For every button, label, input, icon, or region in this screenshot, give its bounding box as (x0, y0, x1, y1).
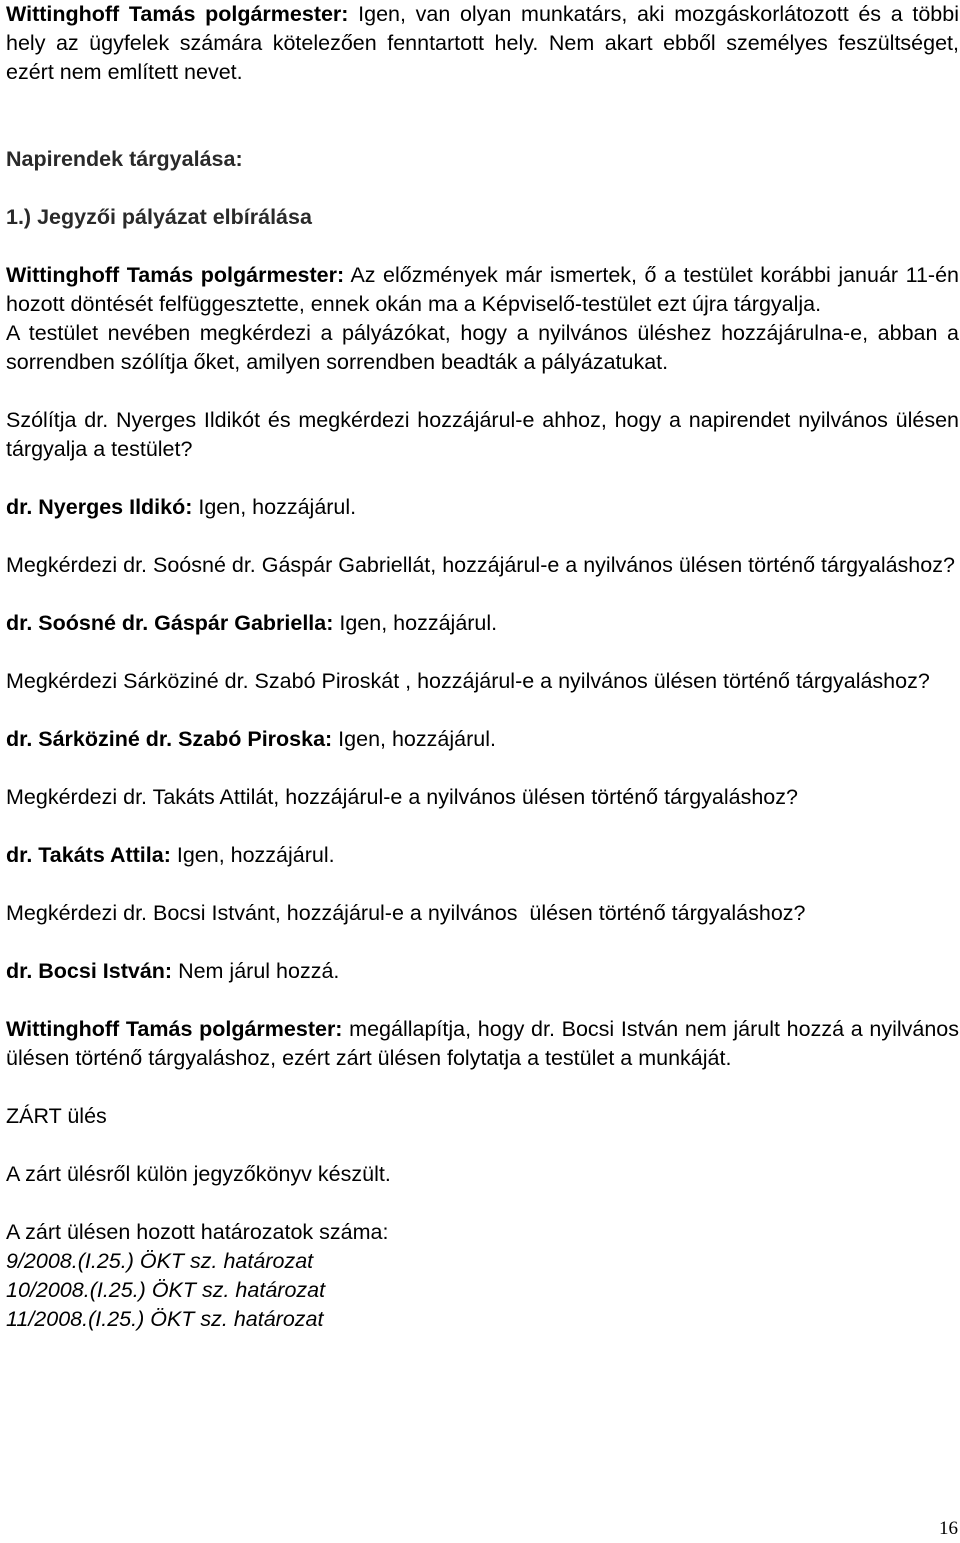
paragraph-text: Igen, van olyan munkatárs, aki mozgáskorlátozott és a többi hely az ügyfelek számára kötelezően fenntartott hely. Nem akart ebből személyes feszültséget, ezért nem említett nevet. (6, 2, 959, 84)
paragraph-question-takats: Megkérdezi dr. Takáts Attilát, hozzájárul-e a nyilvános ülésen történő tárgyaláshoz? (6, 785, 798, 809)
item-1-heading: 1.) Jegyzői pályázat elbírálása (6, 205, 312, 229)
speaker-label: Wittinghoff Tamás polgármester: (6, 1017, 343, 1041)
resolution-list (6, 1247, 959, 1334)
paragraph-text: Nem járul hozzá. (172, 959, 340, 983)
paragraph-text: Igen, hozzájárul. (332, 727, 496, 751)
closed-session-heading: ZÁRT ülés (6, 1104, 107, 1128)
paragraph-text: Az előzmények már ismertek, ő a testület korábbi január 11-én hozott döntését felfüggesztette, ennek okán ma a Képviselő-testület ezt újra tárgyalja. (6, 263, 959, 316)
paragraph-text: megállapítja, hogy dr. Bocsi István nem járult hozzá a nyilvános ülésen történő tárgyaláshoz, ezért zárt ülésen folytatja a testület a munkáját. (6, 1017, 959, 1070)
paragraph-mayor-statement-1 (6, 0, 959, 87)
speaker-label: dr. Bocsi István: (6, 959, 173, 983)
paragraph-answer-sarkozine (6, 725, 959, 754)
speaker-label: dr. Sárköziné dr. Szabó Piroska: (6, 727, 333, 751)
speaker-label: dr. Nyerges Ildikó: (6, 495, 193, 519)
document-page (6, 0, 959, 1334)
paragraph-answer-soosne (6, 609, 959, 638)
resolution-item: 11/2008.(I.25.) ÖKT sz. határozat (6, 1307, 324, 1331)
paragraph-question-sarkozine: Megkérdezi Sárköziné dr. Szabó Piroskát , hozzájárul-e a nyilvános ülésen történő tárgyaláshoz? (6, 669, 930, 693)
paragraph-text: Igen, hozzájárul. (192, 495, 357, 519)
paragraph-answer-takats (6, 841, 959, 870)
resolution-item: 9/2008.(I.25.) ÖKT sz. határozat (6, 1249, 314, 1273)
page-number: 16 (939, 1518, 958, 1539)
agenda-heading: Napirendek tárgyalása: (6, 147, 243, 171)
paragraph-applicants-question: A testület nevében megkérdezi a pályázókat, hogy a nyilvános üléshez hozzájárulna-e, abban a sorrendben szólítja őket, amilyen sorrendben beadták a pályázatukat. (6, 321, 959, 374)
speaker-label: dr. Soósné dr. Gáspár Gabriella: (6, 611, 334, 635)
paragraph-text: Igen, hozzájárul. (333, 611, 498, 635)
paragraph-answer-bocsi (6, 957, 959, 986)
paragraph-answer-nyerges (6, 493, 959, 522)
resolutions-label: A zárt ülésen hozott határozatok száma: (6, 1220, 389, 1244)
paragraph-question-soosne: Megkérdezi dr. Soósné dr. Gáspár Gabriellát, hozzájárul-e a nyilvános ülésen történő tárgyaláshoz? (6, 553, 955, 577)
paragraph-mayor-statement-2 (6, 261, 959, 319)
paragraph-question-bocsi: Megkérdezi dr. Bocsi Istvánt, hozzájárul-e a nyilvános ülésen történő tárgyaláshoz? (6, 901, 806, 925)
speaker-label: Wittinghoff Tamás polgármester: (6, 2, 349, 26)
paragraph-text: Igen, hozzájárul. (170, 843, 335, 867)
paragraph-question-nyerges: Szólítja dr. Nyerges Ildikót és megkérdezi hozzájárul-e ahhoz, hogy a napirendet nyilvános ülésen tárgyalja a testület? (6, 408, 959, 461)
resolution-item: 10/2008.(I.25.) ÖKT sz. határozat (6, 1278, 326, 1302)
speaker-label: dr. Takáts Attila: (6, 843, 171, 867)
speaker-label: Wittinghoff Tamás polgármester: (6, 263, 345, 287)
closed-session-note: A zárt ülésről külön jegyzőkönyv készült. (6, 1162, 391, 1186)
paragraph-mayor-statement-3 (6, 1015, 959, 1073)
